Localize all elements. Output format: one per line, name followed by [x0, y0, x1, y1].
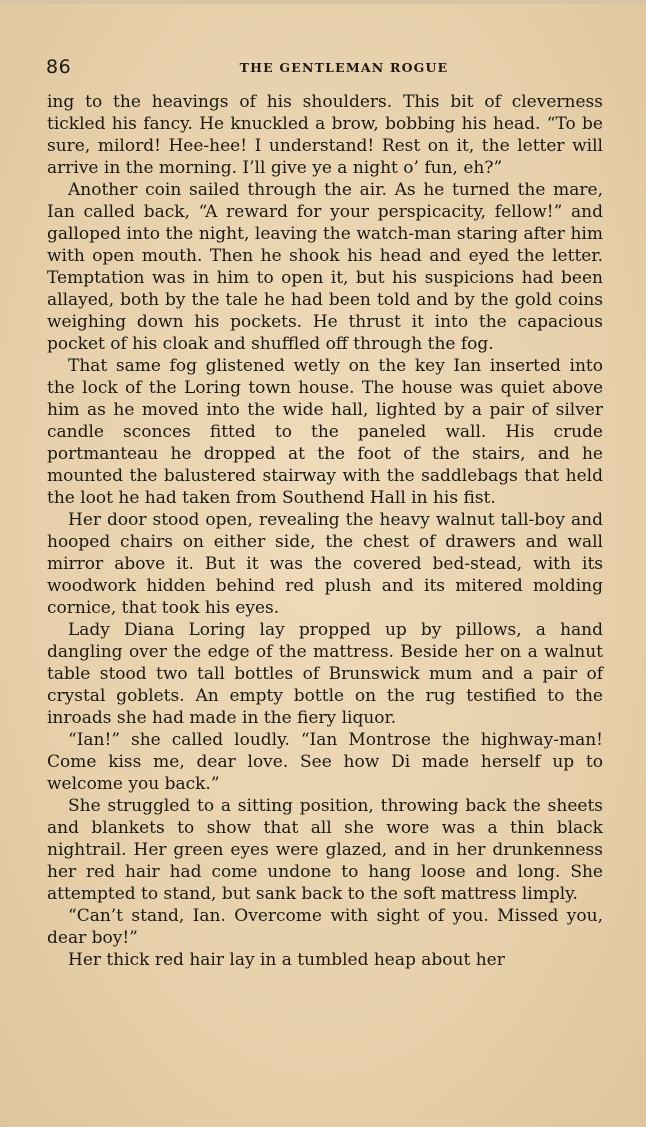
paragraph: ing to the heavings of his shoulders. This bit of cleverness tickled his fancy. He knuckled a brow, bobbing his head. “To be sure, milord! Hee-hee! I understand! Rest on it, the letter will arrive in the morning. I’ll give ye a night o’ fun, eh?” [47, 92, 603, 178]
paragraph: Another coin sailed through the air. As he turned the mare, Ian called back, “A reward for your perspicacity, fellow!” and galloped into the night, leaving the watch-man staring after him with open mouth. Then he shook his head and eyed the letter. Temptation was in him to open it, but his suspicions had been allayed, both by the tale he had been told and by the gold coins weighing down his pockets. He thrust it into the capacious pocket of his cloak and shuffled off through the fog. [47, 180, 603, 354]
paragraph: Her thick red hair lay in a tumbled heap about her [68, 950, 505, 970]
paragraph: That same fog glistened wetly on the key Ian inserted into the lock of the Loring town house. The house was quiet above him as he moved into the wide hall, lighted by a pair of silver candle sconces fitted to the paneled wall. His crude portmanteau he dropped at the foot of the stairs, and he mounted the balustered stairway with the saddlebags that held the loot he had taken from Southend Hall in his fist. [47, 356, 603, 508]
paragraph: She struggled to a sitting position, throwing back the sheets and blankets to show that all she wore was a thin black nightrail. Her green eyes were glazed, and in her drunkenness her red hair had come undone to hang loose and long. She attempted to stand, but sank back to the soft mattress limply. [47, 796, 603, 904]
paragraph: Her door stood open, revealing the heavy walnut tall-boy and hooped chairs on either side, the chest of drawers and wall mirror above it. But it was the covered bed-stead, with its woodwork hidden behind red plush and its mitered molding cornice, that took his eyes. [47, 510, 603, 618]
page-number: 86 [46, 56, 72, 78]
running-head: THE GENTLEMAN ROGUE [239, 60, 449, 75]
paragraph: “Can’t stand, Ian. Overcome with sight of you. Missed you, dear boy!” [47, 906, 603, 948]
body-text [47, 91, 603, 971]
paragraph: “Ian!” she called loudly. “Ian Montrose the highway-man! Come kiss me, dear love. See how Di made herself up to welcome you back.” [47, 730, 603, 794]
paragraph: Lady Diana Loring lay propped up by pillows, a hand dangling over the edge of the mattress. Beside her on a walnut table stood two tall bottles of Brunswick mum and a pair of crystal goblets. An empty bottle on the rug testified to the inroads she had made in the fiery liquor. [47, 620, 603, 728]
page-header [46, 56, 602, 78]
